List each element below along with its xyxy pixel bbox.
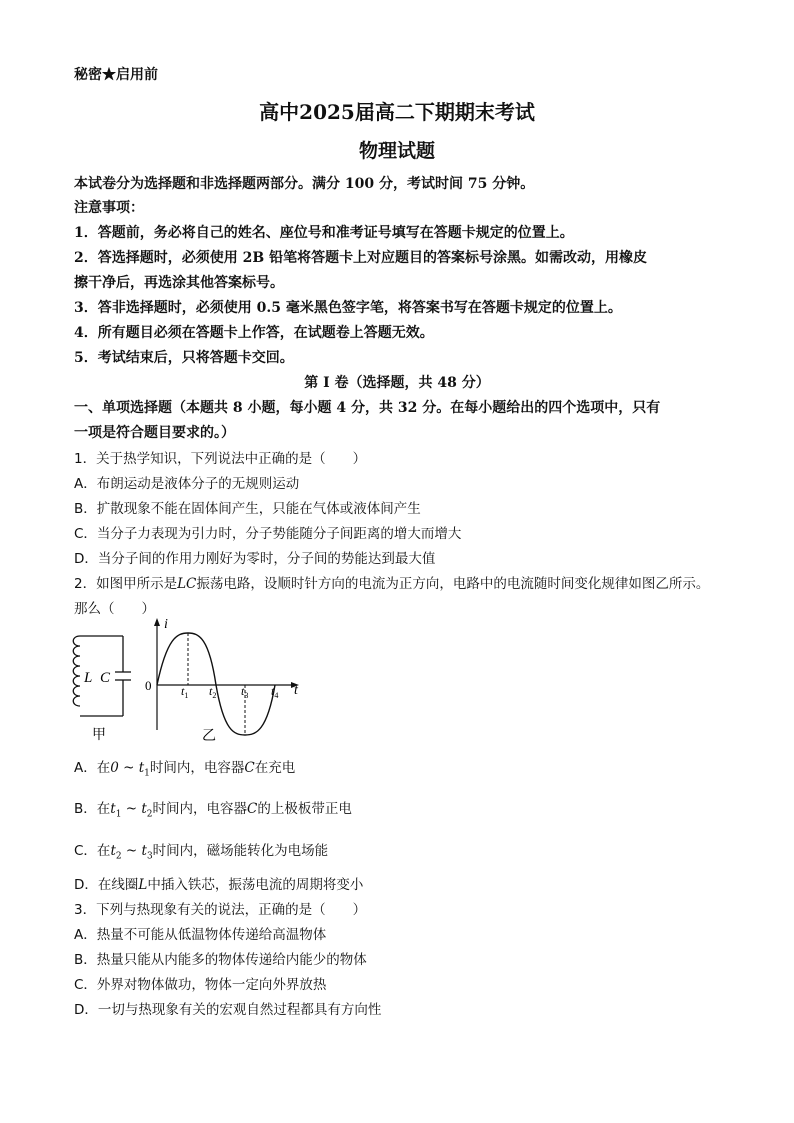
tick-t3-sub: 3 [244,691,249,700]
q2b-end: 的上极板带正电 [257,801,352,817]
tick-t1 [181,684,188,700]
caption-jia: 甲 [92,727,106,743]
q2-option-a [74,756,295,779]
q1-stem: 1．关于热学知识，下列说法中正确的是（ ） [74,451,367,467]
note-item: 2．答选择题时，必须使用 2B 铅笔将答题卡上对应题目的答案标号涂黑。如需改动，用橡皮 [74,250,648,266]
note-item: 4．所有题目必须在答题卡上作答，在试题卷上答题无效。 [74,325,434,341]
note-item: 擦干净后，再选涂其他答案标号。 [74,275,284,291]
q3-option-d: D．一切与热现象有关的宏观自然过程都具有方向性 [74,1002,382,1018]
q2d-pre: D．在线圈 [74,877,139,893]
q2-stem-post: 振荡电路，设顺时针方向的电流为正方向，电路中的电流随时间变化规律如图乙所示。 [196,576,710,592]
q2d-post: 中插入铁芯，振荡电流的周期将变小 [147,877,364,893]
current-time-graph [145,617,299,744]
q2b-cap: C [247,801,258,817]
note-item: 3．答非选择题时，必须使用 0.5 毫米黑色签字笔，将答案书写在答题卡规定的位置上。 [74,300,622,316]
i-axis-arrow [154,618,160,626]
coil-inductor [73,636,80,706]
tick-t1-sub: 1 [184,691,189,700]
note-item: 5．考试结束后，只将答题卡交回。 [74,350,294,366]
axis-t-label: t [294,683,298,698]
q2c-r1: t [110,843,116,859]
q2-stem-pre: 2．如图甲所示是 [74,576,178,592]
tick-t3-main: t [241,684,245,698]
q2-option-d [74,873,363,893]
q2c-pre: C．在 [74,843,111,859]
q1-option-c: C．当分子力表现为引力时，分子势能随分子间距离的增大而增大 [74,526,462,542]
q2a-end: 在充电 [254,760,296,776]
q2c-s1: 2 [115,851,122,862]
tick-t2-main: t [209,684,213,698]
q3-option-a: A．热量不可能从低温物体传递给高温物体 [74,927,327,943]
q2b-post: 时间内，电容器 [152,801,247,817]
q2-option-b [74,797,352,820]
caption-yi: 乙 [202,728,216,744]
q2-stem-line2: 那么（ ） [74,601,155,617]
q3-option-b: B．热量只能从内能多的物体传递给内能少的物体 [74,952,367,968]
note-item: 1．答题前，务必将自己的姓名、座位号和准考证号填写在答题卡规定的位置上。 [74,225,574,241]
q2-stem-lc: LC [177,576,197,592]
exam-title: 高中2025届高二下期期末考试 [259,100,535,124]
q2c-post: 时间内，磁场能转化为电场能 [152,843,329,859]
q2c-mid: ~ t [121,843,147,859]
tick-t4-main: t [271,684,275,698]
label-l: L [84,670,93,686]
q2-figure [66,614,316,744]
q2a-post: 时间内，电容器 [149,760,245,776]
q2a-sub: 1 [144,768,150,779]
current-curve [157,633,275,735]
intro-line: 本试卷分为选择题和非选择题两部分。满分 100 分，考试时间 75 分钟。 [74,176,535,192]
part-instruction: 一项是符合题目要求的。） [74,425,235,441]
q2d-coil: L [138,877,148,893]
q2-option-c [74,839,328,862]
confidential-mark: 秘密★启用前 [74,67,158,83]
tick-t2 [209,684,216,700]
q1-option-b: B．扩散现象不能在固体间产生，只能在气体或液体间产生 [74,501,421,517]
axis-i-label: i [164,617,168,632]
q2a-cap: C [244,760,255,776]
subject-title: 物理试题 [358,140,435,162]
section-heading: 第 I 卷（选择题，共 48 分） [304,375,490,391]
q2-stem [74,572,709,592]
q2b-pre: B．在 [74,801,111,817]
q2b-s1: 1 [115,809,122,820]
tick-t1-main: t [181,684,185,698]
q3-stem: 3．下列与热现象有关的说法，正确的是（ ） [74,902,367,918]
q3-option-c: C．外界对物体做功，物体一定向外界放热 [74,977,327,993]
q2c-s2: 3 [146,851,153,862]
q2b-mid: ~ t [121,801,147,817]
part-instruction: 一、单项选择题（本题共 8 小题，每小题 4 分，共 32 分。在每小题给出的四个选项中，只有 [74,400,661,416]
tick-t4-sub: 4 [274,691,279,700]
q2a-pre: A．在 [74,760,111,776]
tick-t2-sub: 2 [212,691,217,700]
q2b-r1: t [110,801,116,817]
label-c: C [100,670,111,686]
q2b-s2: 2 [146,809,153,820]
q1-option-d: D．当分子间的作用力刚好为零时，分子间的势能达到最大值 [74,551,436,567]
origin-label: 0 [145,678,152,693]
q1-option-a: A．布朗运动是液体分子的无规则运动 [74,476,300,492]
q2a-range: 0 ~ t [110,760,145,776]
notes-heading: 注意事项： [74,200,144,216]
